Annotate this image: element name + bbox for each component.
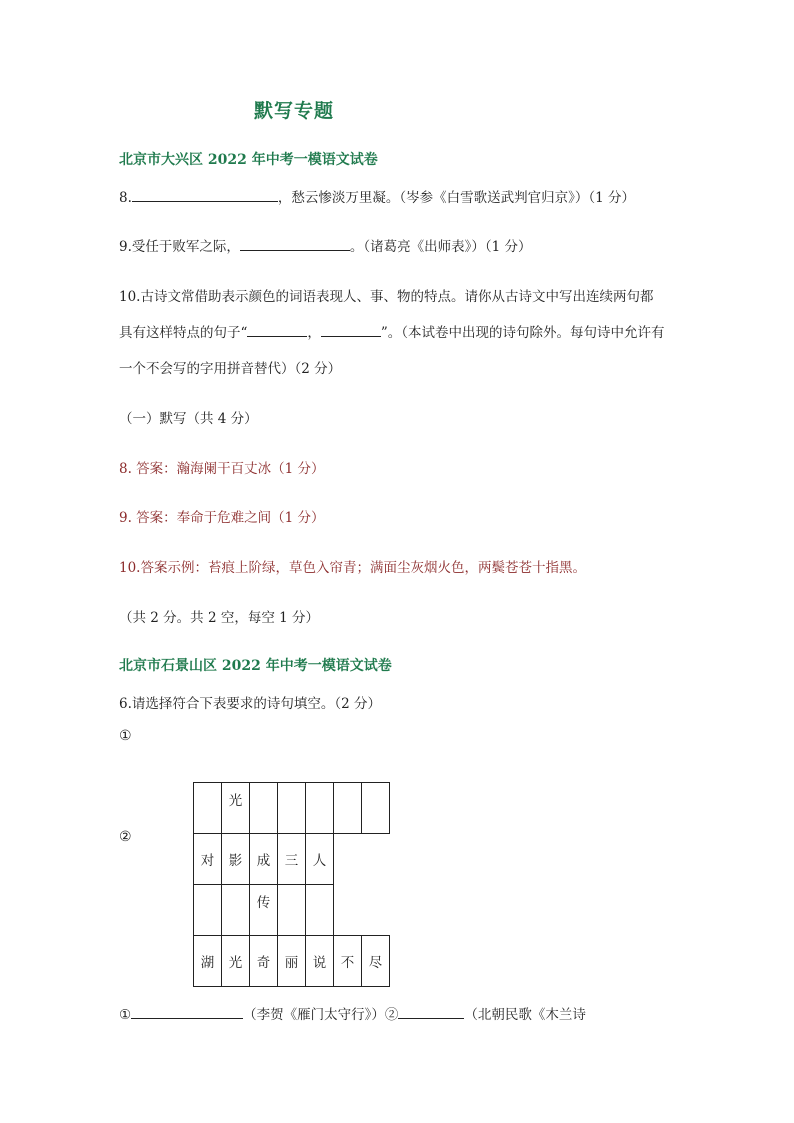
grid-cell <box>249 782 278 834</box>
final-source-2: （北朝民歌《木兰诗 <box>464 1007 586 1023</box>
question-9-prefix: 9.受任于败军之际， <box>119 239 240 255</box>
answer-9: 9. 答案：奉命于危难之间（1 分） <box>119 510 325 526</box>
question-9 <box>119 235 532 255</box>
grid-cell: 影 <box>221 833 250 885</box>
question-9-suffix: 。（诸葛亮《出师表》）（1 分） <box>349 239 532 255</box>
grid-cell <box>277 782 306 834</box>
grid-cell <box>305 782 334 834</box>
grid-cell: 说 <box>305 935 334 987</box>
question-10-line2 <box>119 321 665 341</box>
final-answer-line <box>119 1003 586 1023</box>
grid-cell <box>193 884 222 936</box>
answer-8: 8. 答案：瀚海阑干百丈冰（1 分） <box>119 461 325 477</box>
grid-cell: 丽 <box>277 935 306 987</box>
grid-cell: 三 <box>277 833 306 885</box>
final-marker-1: ① <box>119 1007 132 1023</box>
grid-cell: 光 <box>221 935 250 987</box>
question-6: 6.请选择符合下表要求的诗句填空。（2 分） <box>119 696 382 712</box>
grid-cell: 光 <box>221 782 250 834</box>
grid-cell <box>361 782 390 834</box>
grid-cell <box>193 782 222 834</box>
grid-cell: 不 <box>333 935 362 987</box>
answer-10: 10.答案示例：苔痕上阶绿，草色入帘青；满面尘灰烟火色，两鬓苍苍十指黑。 <box>119 560 586 576</box>
question-10-line1: 10.古诗文常借助表示颜色的词语表现人、事、物的特点。请你从古诗文中写出连续两句都 <box>119 289 654 305</box>
answer-blank[interactable] <box>247 324 307 337</box>
grid-cell <box>221 884 250 936</box>
answers-heading: （一）默写（共 4 分） <box>119 411 258 427</box>
grid-cell: 奇 <box>249 935 278 987</box>
page-title: 默写专题 <box>254 100 335 122</box>
marker-2: ② <box>119 829 132 845</box>
answer-blank[interactable] <box>398 1006 464 1019</box>
question-8 <box>119 186 635 206</box>
answer-blank[interactable] <box>131 1006 243 1019</box>
question-10-line2-b: ， <box>307 325 321 341</box>
answer-blank[interactable] <box>321 324 381 337</box>
score-note: （共 2 分。共 2 空，每空 1 分） <box>119 610 320 626</box>
final-marker-2: ② <box>384 1007 399 1023</box>
grid-cell: 湖 <box>193 935 222 987</box>
answer-blank[interactable] <box>132 189 278 202</box>
question-10-line2-a: 具有这样特点的句子“ <box>119 325 248 341</box>
grid-cell: 人 <box>305 833 334 885</box>
grid-cell <box>277 884 306 936</box>
question-8-prefix: 8. <box>119 190 132 206</box>
section-heading-daxing: 北京市大兴区 2022 年中考一模语文试卷 <box>119 152 378 168</box>
grid-cell <box>305 884 334 936</box>
grid-cell: 尽 <box>361 935 390 987</box>
marker-1: ① <box>119 728 132 744</box>
section-heading-shijingshan: 北京市石景山区 2022 年中考一模语文试卷 <box>119 658 392 674</box>
grid-cell <box>333 782 362 834</box>
question-8-suffix: ，愁云惨淡万里凝。（岑参《白雪歌送武判官归京》）（1 分） <box>277 190 636 206</box>
question-10-line3: 一个不会写的字用拼音替代）（2 分） <box>119 361 342 377</box>
grid-cell: 对 <box>193 833 222 885</box>
grid-cell: 成 <box>249 833 278 885</box>
answer-blank[interactable] <box>240 238 350 251</box>
grid-cell: 传 <box>249 884 278 936</box>
final-source-1: （李贺《雁门太守行》） <box>243 1007 385 1023</box>
question-10-line2-c: ”。（本试卷中出现的诗句除外。每句诗中允许有 <box>380 325 665 341</box>
